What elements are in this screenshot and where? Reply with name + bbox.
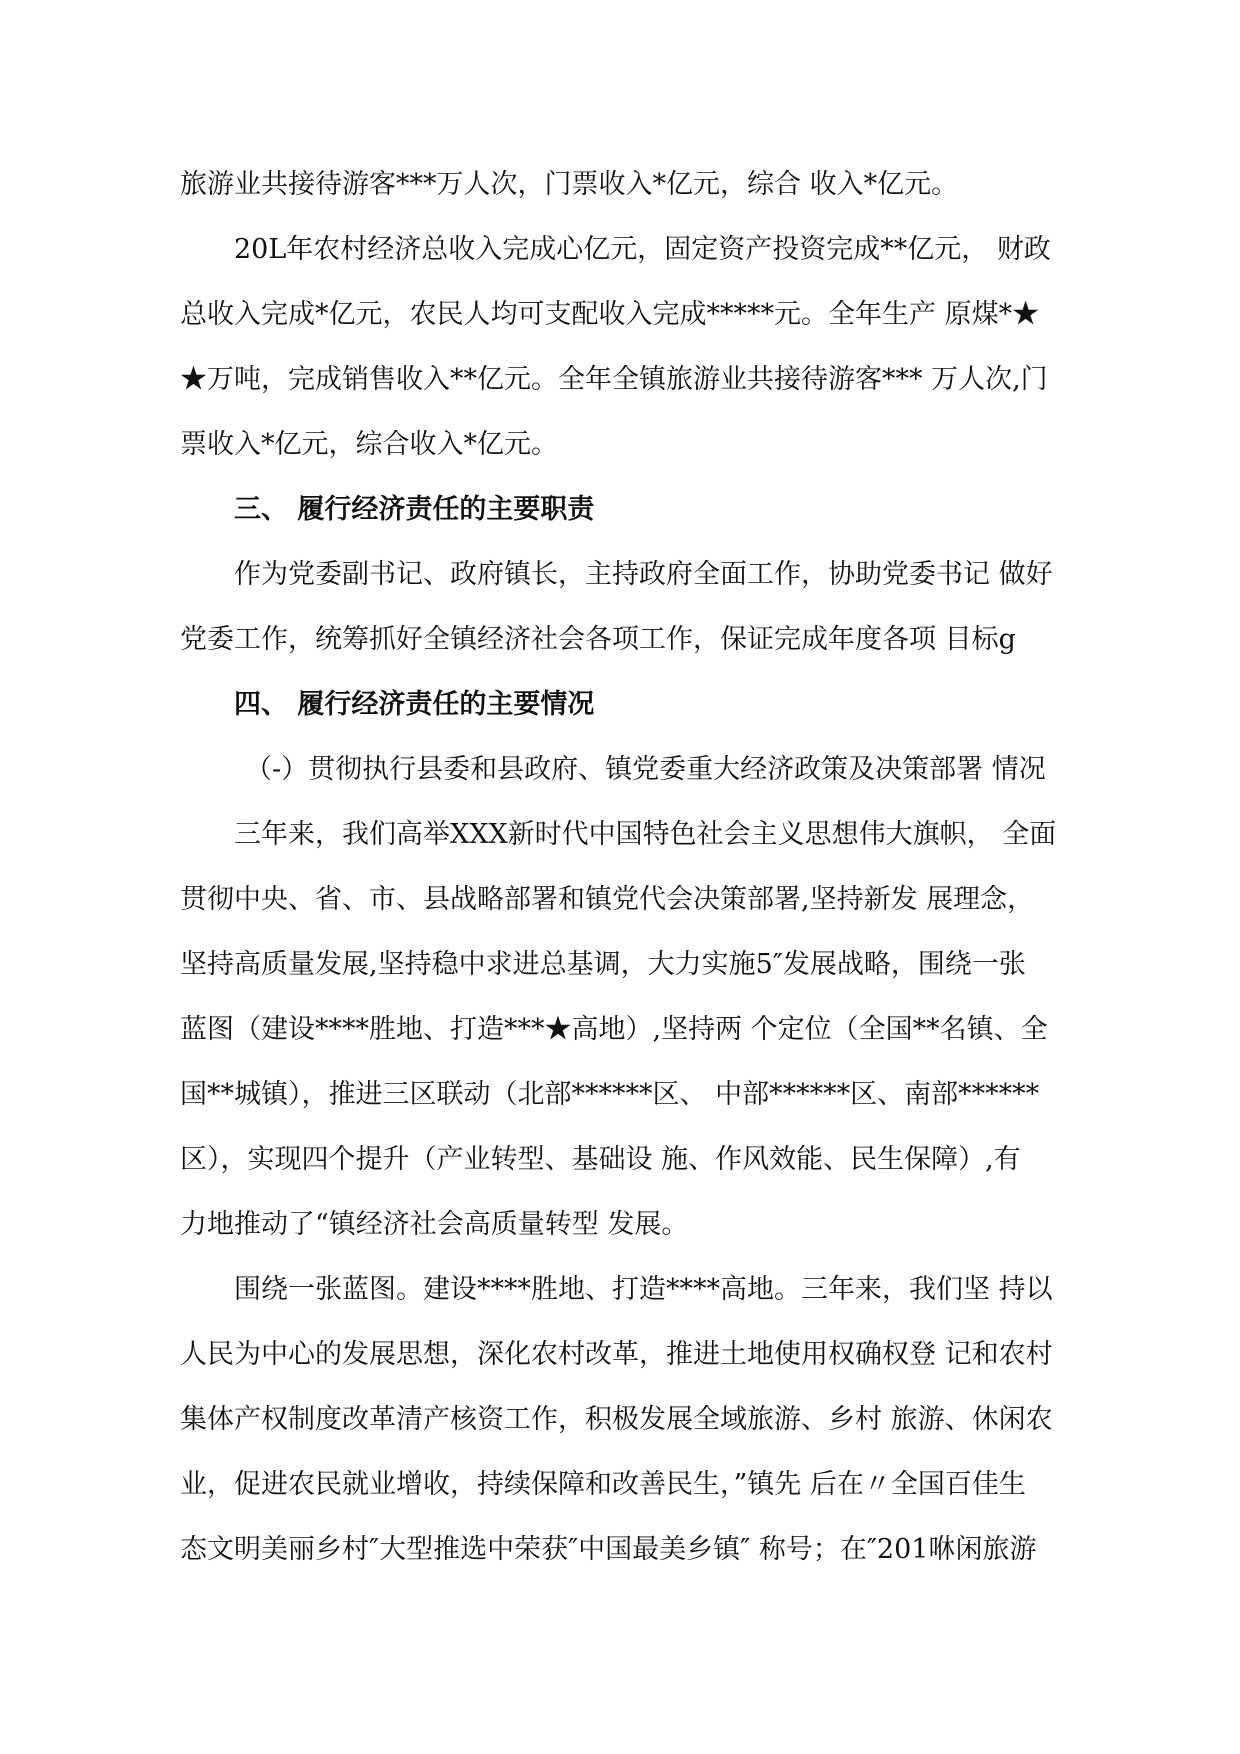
text-line: 旅游业共接待游客***万人次，门票收入*亿元，综合 收入*亿元。 <box>180 169 959 200</box>
text-line: 贯彻中央、省、市、县战略部署和镇党代会决策部署,坚持新发 展理念， <box>180 884 1035 915</box>
text-line: 作为党委副书记、政府镇长，主持政府全面工作，协助党委书记 做好 <box>234 559 1053 590</box>
text-line: 国**城镇），推进三区联动（北部******区、 中部******区、南部****** <box>180 1079 1040 1110</box>
section-heading: 三、 履行经济责任的主要职责 <box>234 494 595 525</box>
subsection-heading: （-）贯彻执行县委和县政府、镇党委重大经济政策及决策部署 情况 <box>245 754 1046 785</box>
text-line: 三年来，我们高举XXX新时代中国特色社会主义思想伟大旗帜， 全面 <box>234 819 1057 850</box>
text-line: 人民为中心的发展思想，深化农村改革，推进土地使用权确权登 记和农村 <box>180 1339 1053 1370</box>
text-line: 力地推动了“镇经济社会高质量转型 发展。 <box>180 1209 689 1240</box>
text-line: 围绕一张蓝图。建设****胜地、打造****高地。三年来，我们坚 持以 <box>234 1274 1053 1305</box>
text-line: 集体产权制度改革清产核资工作，积极发展全域旅游、乡村 旅游、休闲农 <box>180 1404 1053 1435</box>
text-line: ★万吨，完成销售收入**亿元。全年全镇旅游业共接待游客*** 万人次,门 <box>180 364 1048 395</box>
text-line: 票收入*亿元，综合收入*亿元。 <box>180 429 558 460</box>
text-line: 总收入完成*亿元，农民人均可支配收入完成*****元。全年生产 原煤*★ <box>180 299 1040 330</box>
text-line: 坚持高质量发展,坚持稳中求进总基调，大力实施5″发展战略，围绕一张 <box>180 949 1026 980</box>
text-line: 党委工作，统筹抓好全镇经济社会各项工作，保证完成年度各项 目标g <box>180 624 1016 655</box>
text-line: 20L年农村经济总收入完成心亿元，固定资产投资完成**亿元， 财政 <box>234 234 1051 265</box>
section-heading: 四、 履行经济责任的主要情况 <box>234 689 595 720</box>
text-line: 态文明美丽乡村″大型推选中荣获″中国最美乡镇″ 称号；在″201咻闲旅游 <box>180 1534 1037 1565</box>
document-body <box>180 152 1060 1582</box>
text-line: 蓝图（建设****胜地、打造***★高地）,坚持两 个定位（全国**名镇、全 <box>180 1014 1048 1045</box>
text-line: 业，促进农民就业增收，持续保障和改善民生，”镇先 后在〃全国百佳生 <box>180 1469 1026 1500</box>
text-line: 区），实现四个提升（产业转型、基础设 施、作风效能、民生保障）,有 <box>180 1144 1021 1175</box>
